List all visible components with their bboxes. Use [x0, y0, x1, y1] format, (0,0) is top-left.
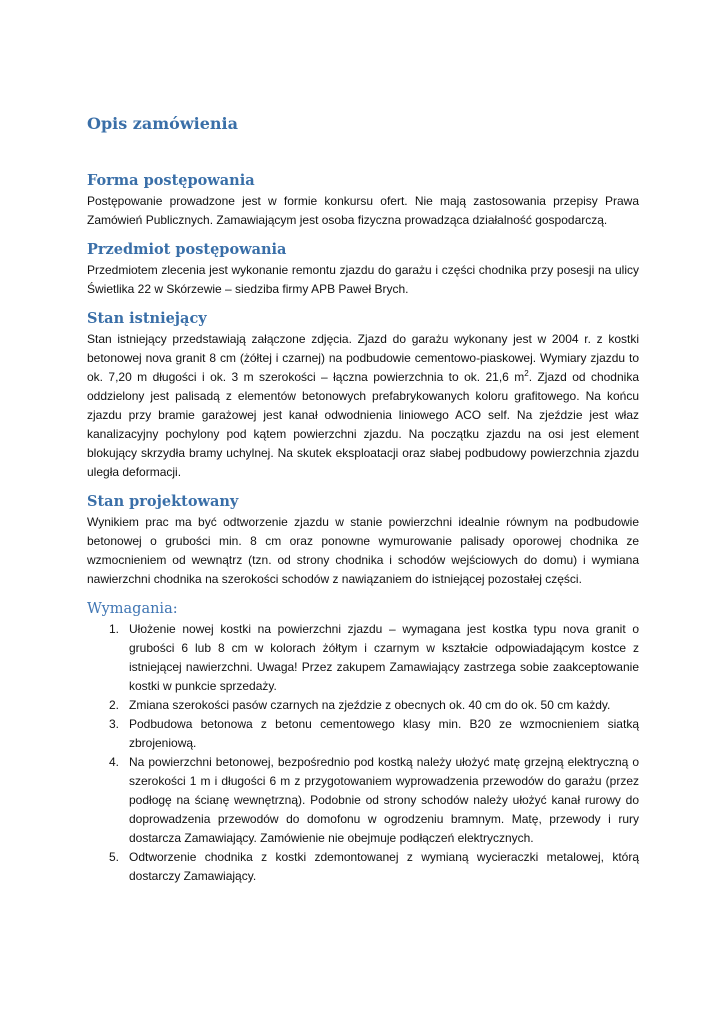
section-body-istniejacy [87, 330, 639, 482]
list-item-text: Na powierzchni betonowej, bezpośrednio pod kostką należy ułożyć matę grzejną elektryczną o szerokości 1 m i długości 6 m z przygotowaniem wyprowadzenia przewodów do garażu (przez podłogę na ścianę wewnętrzną). Podobnie od strony schodów należy ułożyć kanał rurowy do doprowadzenia przewodów do domofonu w ogrodzeniu bramnym. Matę, przewody i rury dostarcza Zamawiający. Zamówienie nie obejmuje podłączeń elektrycznych. [129, 755, 639, 845]
section-title-forma: Forma postępowania [87, 172, 255, 189]
section-title-projektowany: Stan projektowany [87, 493, 239, 510]
list-item-text: Odtworzenie chodnika z kostki zdemontowanej z wymianą wycieraczki metalowej, którą dostarczy Zamawiający. [129, 850, 639, 883]
section-wymagania [87, 598, 639, 886]
section-title-istniejacy: Stan istniejący [87, 310, 207, 327]
requirements-list [87, 620, 639, 886]
list-item [87, 715, 639, 753]
section-body-przedmiot: Przedmiotem zlecenia jest wykonanie remontu zjazdu do garażu i części chodnika przy posesji na ulicy Świetlika 22 w Skórzewie – siedziba firmy APB Paweł Brych. [87, 263, 639, 296]
list-item [87, 696, 639, 715]
list-item-number: 4. [109, 755, 120, 769]
list-item-text: Zmiana szerokości pasów czarnych na zjeździe z obecnych ok. 40 cm do ok. 50 cm każdy. [129, 698, 611, 712]
section-istniejacy [87, 308, 639, 482]
document-title: Opis zamówienia [87, 114, 238, 133]
section-title-przedmiot: Przedmiot postępowania [87, 241, 287, 258]
superscript-2: 2 [524, 369, 529, 378]
list-item-text: Podbudowa betonowa z betonu cementowego klasy min. B20 ze wzmocnieniem siatką zbrojeniową. [129, 717, 639, 750]
document-page [87, 112, 639, 886]
list-item-number: 3. [109, 717, 120, 731]
section-title-wymagania: Wymagania: [87, 601, 178, 617]
body-text-part-1: Stan istniejący przedstawiają załączone zdjęcia. Zjazd do garażu wykonany jest w 2004 r. z kostki betonowej nova granit 8 cm (żółtej i czarnej) na podbudowie cementowo-piaskowej. Wymiary zjazdu to ok. 7,20 m długości i ok. 3 m szerokości – łączna powierzchnia to ok. 21,6 m [87, 332, 639, 384]
list-item-number: 2. [109, 698, 120, 712]
section-przedmiot [87, 239, 639, 299]
list-item-text: Ułożenie nowej kostki na powierzchni zjazdu – wymagana jest kostka typu nova granit o grubości 6 lub 8 cm w kolorach żółtym i czarnym w kształcie odpowiadającym kostce z istniejącej nawierzchni. Uwaga! Przez zakupem Zamawiający zastrzega sobie zaakceptowanie kostki w punkcie sprzedaży. [129, 622, 639, 693]
list-item-number: 5. [109, 850, 120, 864]
section-forma [87, 170, 639, 230]
section-body-forma: Postępowanie prowadzone jest w formie konkursu ofert. Nie mają zastosowania przepisy Prawa Zamówień Publicznych. Zamawiającym jest osoba fizyczna prowadząca działalność gospodarczą. [87, 194, 639, 227]
list-item [87, 753, 639, 848]
list-item-number: 1. [109, 622, 120, 636]
list-item [87, 848, 639, 886]
section-projektowany [87, 491, 639, 589]
body-text-part-2: . Zjazd od chodnika oddzielony jest palisadą z elementów betonowych prefabrykowanych koloru grafitowego. Na końcu zjazdu przy bramie garażowej jest kanał odwodnienia liniowego ACO self. Na zjeździe jest właz kanalizacyjny pochylony pod kątem powierzchni zjazdu. Na początku zjazdu na osi jest element blokujący skrzydła bramy uchylnej. Na skutek eksploatacji oraz słabej podbudowy powierzchnia zjazdu uległa deformacji. [87, 370, 639, 479]
section-body-projektowany: Wynikiem prac ma być odtworzenie zjazdu w stanie powierzchni idealnie równym na podbudowie betonowej o grubości min. 8 cm oraz ponowne wymurowanie palisady oporowej chodnika ze wzmocnieniem od wewnątrz (tzn. od strony chodnika i schodów wejściowych do domu) i wymiana nawierzchni chodnika na szerokości schodów z nawiązaniem do istniejącej pozostałej części. [87, 515, 639, 586]
list-item [87, 620, 639, 696]
